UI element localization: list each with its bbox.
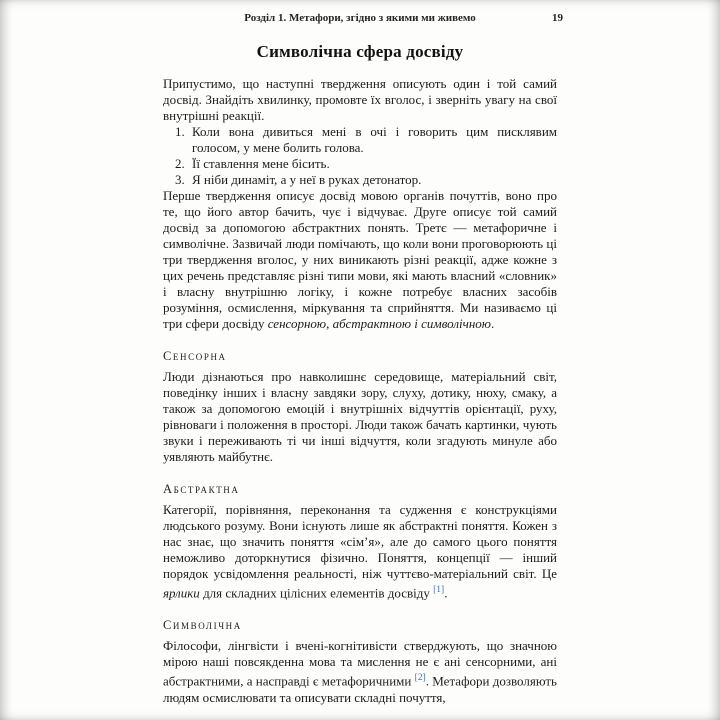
analysis-text-end: . — [490, 316, 495, 331]
statements-list — [175, 124, 557, 188]
abstract-paragraph — [163, 502, 557, 601]
statement-number: 2. — [175, 156, 185, 171]
symbolic-text-end: . Метафори дозволяють людям осмислювати та описувати складні почуття, — [163, 673, 557, 705]
abstract-text-end: . — [444, 585, 448, 601]
section-heading-symbolic: Символічна — [163, 618, 242, 633]
abstract-italic-term: ярлики — [163, 585, 200, 601]
chapter-title: Розділ 1. Метафори, згідно з якими ми живемо — [244, 12, 476, 24]
footnote-ref-2[interactable]: [2] — [414, 673, 426, 684]
statement-text: Її ставлення мене бісить. — [192, 156, 330, 171]
analysis-paragraph — [163, 188, 557, 332]
analysis-italic-terms: сенсорною, абстрактною і символічною — [267, 316, 491, 331]
statement-item — [175, 172, 557, 188]
statement-text: Коли вона дивиться мені в очі і говорить цим писклявим голосом, у мене болить голова. — [192, 124, 557, 155]
statement-number: 1. — [175, 124, 185, 139]
page-number: 19 — [552, 12, 563, 24]
section-heading-sensory: Сенсорна — [163, 349, 227, 363]
abstract-text: Категорії, порівняння, переконання та судження є конструкціями людського розуму. Вони існують лише як абстрактні поняття. Кожен з нас знає, що значить поняття «сім’я», але до самого цього поняття неможливо доторкнутися фізично. Поняття, концепції — інший порядок усвідомлення реальності, ніж чуттєво-матеріальний світ. Це — [163, 502, 557, 581]
statement-text: Я ніби динаміт, а у неї в руках детонатор. — [192, 172, 422, 187]
running-head — [163, 12, 563, 30]
page-title: Символічна сфера досвіду — [256, 42, 464, 61]
symbolic-text: Філософи, лінгвісти і вчені-когнітивісти стверджують, що значною мірою наші повсякденна мова та мислення не є ані сенсорними, ані абстрактними, а насправді є метафоричними — [163, 638, 557, 689]
analysis-text: Перше твердження описує досвід мовою органів почуттів, воно про те, що його автор бачить, чує і відчуває. Друге описує той самий досвід за допомогою абстрактних понять. Третє — метафоричне і символічне. Зазвичай люди помічають, що коли вони проговорюють ці три твердження вголос, у них виникають різні реакції, адже кожне з цих речень представляє різні типи мови, які мають власний «словник» і власну внутрішню логіку, і кожне потребує власних засобів розуміння, осмислення, міркування та сприйняття. Ми називаємо ці три сфери досвіду — [163, 188, 557, 331]
page-content — [163, 0, 563, 706]
statement-number: 3. — [175, 172, 185, 187]
statement-item — [175, 124, 557, 156]
abstract-text-mid: для складних цілісних елементів досвіду — [199, 585, 434, 601]
intro-paragraph: Припустимо, що наступні твердження описують один і той самий досвід. Знайдіть хвилинку, промовте їх вголос, і зверніть увагу на свої внутрішні реакції. — [163, 76, 557, 123]
statement-item — [175, 156, 557, 172]
footnote-ref-1[interactable]: [1] — [433, 585, 445, 595]
section-heading-abstract: Абстрактна — [163, 482, 240, 496]
sensory-paragraph: Люди дізнаються про навколишнє середовище, матеріальний світ, поведінку інших і власну завдяки зору, слуху, дотику, нюху, смаку, а також за допомогою емоцій і внутрішніх відчуттів орієнтації, руху, рівноваги і положення в просторі. Люди також бачать картинки, чують звуки і переживають ті чи інші відчуття, коли згадують минуле або уявляють майбутнє. — [163, 369, 557, 464]
symbolic-paragraph — [163, 638, 557, 705]
